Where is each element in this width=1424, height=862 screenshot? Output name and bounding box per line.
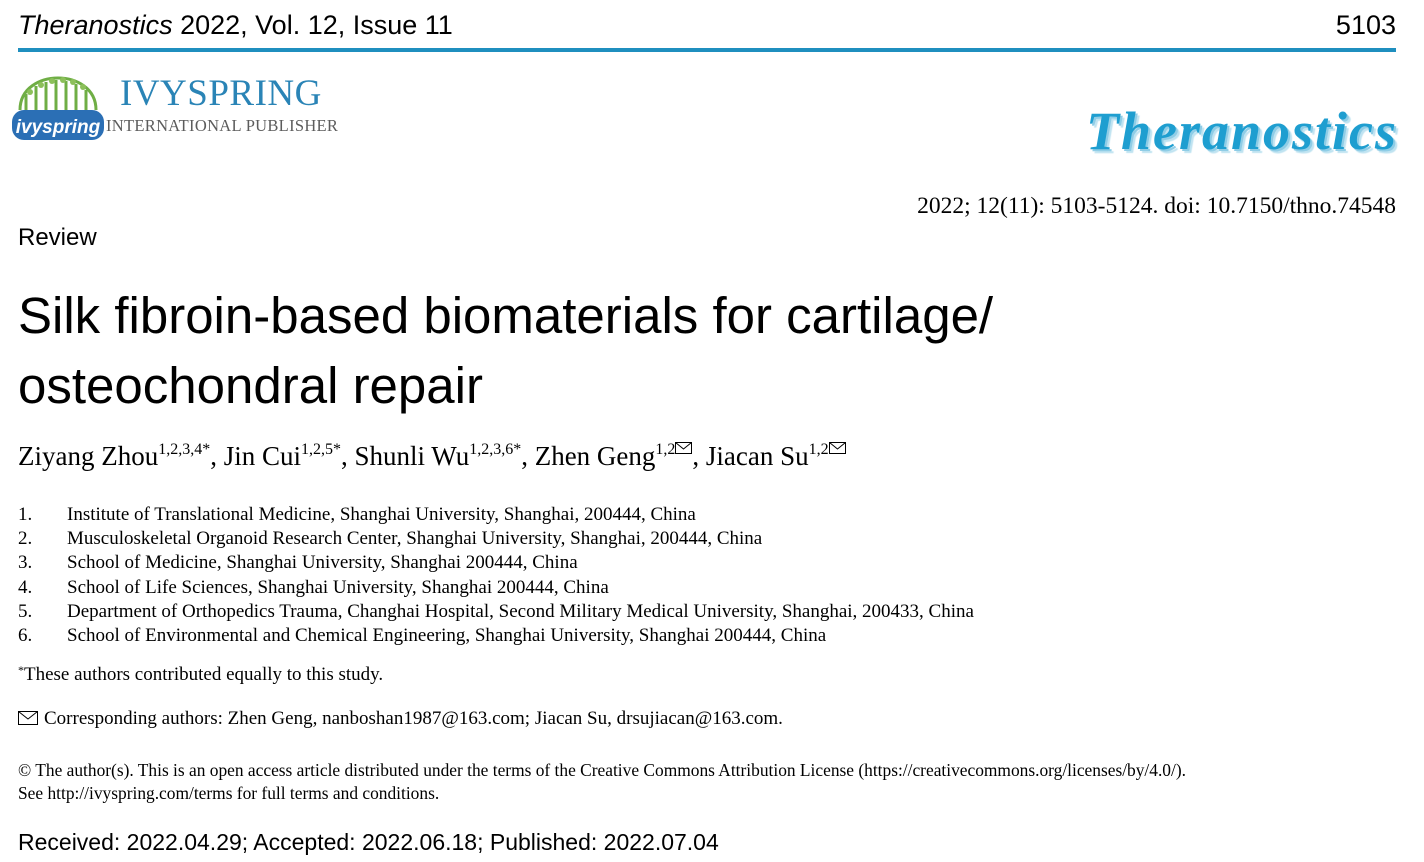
author-separator: , (521, 441, 535, 471)
author-separator: , (341, 441, 355, 471)
author-affil: 1,2,3,6* (469, 441, 522, 458)
affiliation-list (18, 503, 974, 648)
running-head (18, 10, 453, 41)
equal-contribution-text: These authors contributed equally to this study. (24, 664, 384, 685)
affiliation-item (18, 551, 974, 575)
author-list (18, 441, 846, 472)
affiliation-item (18, 600, 974, 624)
envelope-icon[interactable] (829, 442, 846, 454)
affiliation-number: 1. (18, 504, 33, 525)
author-name: Jiacan Su (705, 441, 809, 471)
author-name: Shunli Wu (354, 441, 470, 471)
author-affil: 1,2,3,4* (158, 441, 211, 458)
envelope-icon[interactable] (675, 442, 692, 454)
affiliation-text: Department of Orthopedics Trauma, Changhai Hospital, Second Military Medical University, Shanghai, 200433, China (67, 600, 974, 622)
affiliation-item (18, 624, 974, 648)
author-name: Ziyang Zhou (18, 441, 159, 471)
corresponding-authors (18, 708, 783, 730)
author-separator: , (692, 441, 706, 471)
header-rule (18, 48, 1396, 52)
running-head-journal: Theranostics (18, 10, 173, 40)
envelope-icon (18, 711, 38, 725)
article-title (18, 281, 993, 421)
ivyspring-logo-text: ivyspring (15, 117, 101, 138)
article-title-line: osteochondral repair (18, 357, 483, 414)
running-head-issue: 2022, Vol. 12, Issue 11 (180, 10, 453, 40)
affiliation-text: Musculoskeletal Organoid Research Center, Shanghai University, Shanghai, 200444, China (67, 528, 763, 550)
license-line: © The author(s). This is an open access article distributed under the terms of the Creative Commons Attribution License (https://creativecommons.org/licenses/by/4.0/). (18, 760, 1186, 780)
affiliation-text: School of Life Sciences, Shanghai University, Shanghai 200444, China (67, 576, 609, 598)
affiliation-text: School of Medicine, Shanghai University, Shanghai 200444, China (67, 552, 578, 574)
equal-contribution-note (18, 664, 383, 686)
author-name: Jin Cui (223, 441, 302, 471)
affiliation-item (18, 527, 974, 551)
affiliation-text: School of Environmental and Chemical Engineering, Shanghai University, Shanghai 200444, China (67, 625, 827, 647)
corresponding-text: Corresponding authors: Zhen Geng, nanboshan1987@163.com; Jiacan Su, drsujiacan@163.com. (44, 708, 783, 729)
author-name: Zhen Geng (534, 441, 656, 471)
affiliation-number: 3. (18, 552, 33, 574)
affiliation-number: 4. (18, 576, 33, 598)
affiliation-number: 6. (18, 625, 33, 647)
page-number: 5103 (1335, 10, 1396, 40)
affiliation-number: 5. (18, 600, 33, 622)
ivyspring-logo-icon (10, 70, 106, 146)
author-affil: 1,2,5* (301, 441, 342, 458)
journal-logo: Theranostics (1085, 101, 1398, 161)
license-statement (18, 759, 1186, 805)
article-title-line: Silk fibroin-based biomaterials for cartilage/ (18, 287, 994, 344)
author-affil: 1,2 (655, 441, 676, 458)
author-separator: , (210, 441, 224, 471)
license-line: See http://ivyspring.com/terms for full terms and conditions. (18, 783, 440, 803)
affiliation-text: Institute of Translational Medicine, Shanghai University, Shanghai, 200444, China (67, 504, 696, 525)
publication-dates: Received: 2022.04.29; Accepted: 2022.06.18; Published: 2022.07.04 (18, 829, 719, 855)
publisher-name: IVYSPRING (120, 73, 322, 114)
publisher-subtitle: INTERNATIONAL PUBLISHER (106, 116, 339, 135)
affiliation-item (18, 503, 974, 527)
article-type: Review (18, 224, 97, 251)
author-affil: 1,2 (808, 441, 829, 458)
citation: 2022; 12(11): 5103-5124. doi: 10.7150/thno.74548 (917, 193, 1396, 219)
affiliation-number: 2. (18, 528, 33, 550)
affiliation-item (18, 576, 974, 600)
equal-contribution-mark: * (18, 663, 24, 677)
